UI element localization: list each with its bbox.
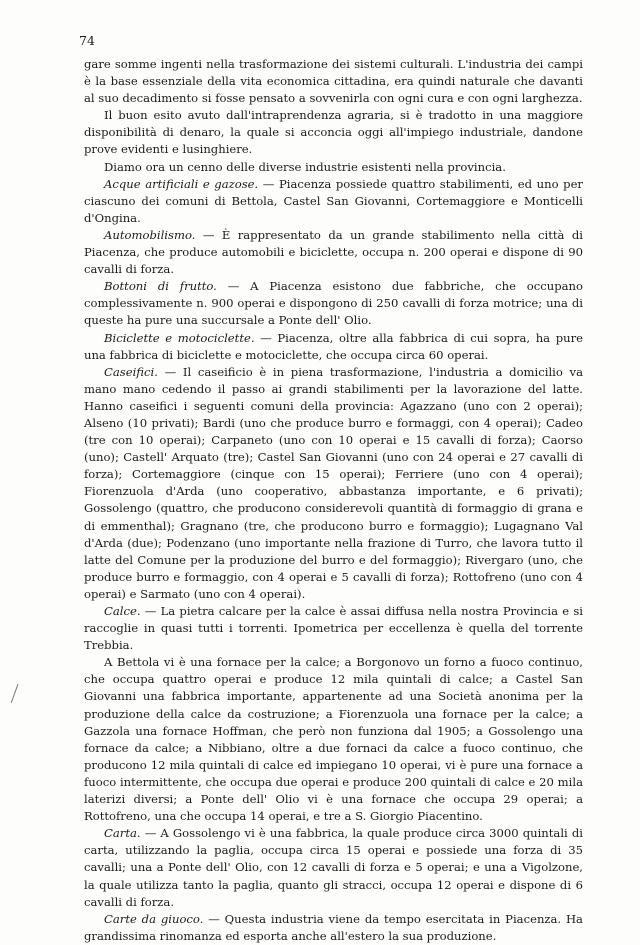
paragraph-text: — Piacenza, oltre alla fabbrica di cui sopra, ha pure una fabbrica di biciclette e motociclette, che occupa circa 60 operai. (84, 330, 583, 362)
paragraph-text: — Piacenza possiede quattro stabilimenti, ed uno per ciascuno dei comuni di Bettola, Castel San Giovanni, Cortemaggiore e Monticelli d'Ongina. (84, 176, 583, 225)
section-heading: Calce. (104, 604, 141, 618)
paragraph (84, 159, 583, 176)
margin-pencil-mark (11, 684, 22, 704)
paragraph (84, 330, 583, 364)
paragraph-text: — A Piacenza esistono due fabbriche, che occupano complessivamente n. 900 operai e dispongono di 250 cavalli di forza motrice; una di queste ha pure una succursale a Ponte dell' Olio. (84, 279, 583, 328)
paragraph-text: — Il caseificio è in piena trasformazione, l'industria a domicilio va mano mano cedendo il passo ai grandi stabilimenti per la lavorazione del latte. Hanno caseifici i seguenti comuni della provincia: Agazzano (uno con 2 operai); Alseno (10 privati); Bardi (uno che produce burro e formaggi, con 4 operai); Cadeo (tre con 10 operai); Carpaneto (uno con 10 operai e 15 cavalli di forza); Caorso (uno); Castell' Arquato (tre); Castel San Giovanni (uno con 24 operai e 27 cavalli di forza); Cortemaggiore (cinque con 15 operai); Ferriere (uno con 4 operai); Fiorenzuola d'Arda (uno cooperativo, abbastanza importante, e 6 privati); Gossolengo (quattro, che producono considerevoli quantità di formaggio di grana e di emmenthal); Gragnano (tre, che producono burro e formaggio); Lugagnano Val d'Arda (due); Podenzano (uno importante nella frazione di Turro, che lavora tutto il latte del Comune per la produzione del burro e del formaggio); Rivergaro (uno, che produce burro e formaggio, con 4 operai e 5 cavalli di forza); Rottofreno (uno con 4 operai) e Sarmato (uno con 4 operai). (84, 364, 583, 601)
paragraph-text: Il buon esito avuto dall'intraprendenza agraria, si è tradotto in una maggiore disponibilità di denaro, la quale si acconcia oggi all'impiego industriale, dandone prove evidenti e lusinghiere. (84, 108, 583, 157)
section-heading: Bottoni di frutto. (104, 279, 217, 294)
paragraph (84, 278, 583, 329)
text-column (84, 56, 583, 945)
section-heading: Carte da giuoco. (104, 911, 204, 926)
paragraph-text: A Bettola vi è una fornace per la calce; a Borgonovo un forno a fuoco continuo, che occupa quattro operai e produce 12 mila quintali di calce; a Castel San Giovanni una fabbrica importante, appartenente ad una Società anonima per la produzione della calce da costruzione; a Fiorenzuola una fornace per la calce; a Gazzola una fornace Hoffman, che però non funziona dal 1905; a Gossolengo una fornace da calce; a Nibbiano, oltre a due fornaci da calce a fuoco continuo, che producono 12 mila quintali di calce ed impiegano 10 operai, vi è pure una fornace a fuoco intermittente, che occupa due operai e produce 200 quintali di calce e 20 mila laterizi diversi; a Ponte dell' Olio vi è una fornace che occupa 29 operai; a Rottofreno, una che occupa 14 operai, e tre a S. Giorgio Piacentino. (84, 655, 583, 824)
paragraph-text: — La pietra calcare per la calce è assai diffusa nella nostra Provincia e si raccoglie in quasi tutti i torrenti. Ipometrica per eccellenza è quella del torrente Trebbia. (84, 604, 583, 653)
paragraph (84, 825, 583, 910)
paragraph-text: — Questa industria viene da tempo esercitata in Piacenza. Ha grandissima rinomanza ed esporta anche all'estero la sua produzione. (84, 911, 583, 943)
paragraph (84, 176, 583, 227)
section-heading: Caseifici. (104, 364, 158, 379)
paragraph-text: — È rappresentato da un grande stabilimento nella città di Piacenza, che produce automobili e biciclette, occupa n. 200 operai e dispone di 90 cavalli di forza. (84, 227, 583, 277)
paragraph-text: gare somme ingenti nella trasformazione dei sistemi culturali. L'industria dei campi è la base essenziale della vita economica cittadina, era quindi naturale che davanti al suo decadimento si fosse pensato a sovvenirla con ogni cura e con ogni larghezza. (84, 57, 583, 106)
paragraph (84, 603, 583, 654)
paragraph (84, 654, 583, 825)
section-heading: Acque artificiali e gazose. (104, 176, 259, 191)
paragraph (84, 107, 583, 158)
section-heading: Biciclette e motociclette. (104, 330, 255, 345)
paragraph (84, 364, 583, 603)
section-heading: Automobilismo. (104, 227, 196, 242)
paragraph (84, 227, 583, 278)
paragraph (84, 911, 583, 945)
page-number: 74 (79, 33, 95, 48)
paragraph (84, 56, 583, 107)
paragraph-text: Diamo ora un cenno delle diverse industrie esistenti nella provincia. (104, 159, 506, 174)
section-heading: Carta. (104, 826, 141, 841)
paragraph-text: — A Gossolengo vi è una fabbrica, la quale produce circa 3000 quintali di carta, utilizzando la paglia, occupa circa 15 operai e possiede una forza di 35 cavalli; una a Ponte dell' Olio, con 12 cavalli di forza e 5 operai; e una a Vigolzone, la quale utilizza tanto la paglia, quanto gli stracci, occupa 12 operai e dispone di 6 cavalli di forza. (84, 826, 583, 909)
